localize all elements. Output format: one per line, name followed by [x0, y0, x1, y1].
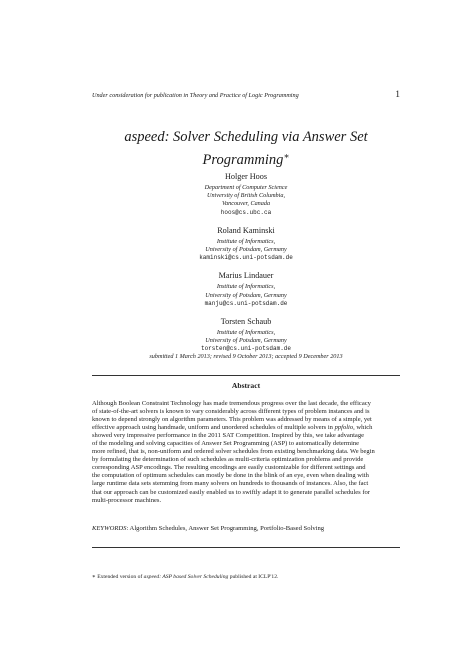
abstract-line: more refined, that is, non-uniform and ordered solver schedules from existing benchmarking data. We begin: [92, 448, 375, 456]
author-email[interactable]: torsten@cs.uni-potsdam.de: [200, 345, 291, 353]
title-line-1: aspeed: Solver Scheduling via Answer Set: [124, 129, 368, 145]
keywords-text: : Algorithm Schedules, Answer Set Programming, Portfolio-Based Solving: [126, 525, 325, 532]
abstract-line: showed very impressive performance in the 2011 SAT Competition. Inspired by this, we take advantage: [92, 432, 364, 440]
abstract-top-rule: [92, 375, 400, 376]
author-email[interactable]: manju@cs.uni-potsdam.de: [204, 299, 288, 307]
footnote-cited-title: aspeed: ASP based Solver Scheduling: [143, 574, 229, 580]
abstract-line: of state-of-the-art solvers is known to vary considerably across different types of problem instances and is: [92, 408, 370, 416]
author-name: Torsten Schaub: [220, 317, 272, 327]
author-block: [92, 316, 400, 354]
running-header: [92, 92, 400, 104]
ppfolio-term: ppfolio: [334, 424, 354, 432]
footnote-suffix: published at ICLP'12.: [228, 574, 279, 580]
abstract-line: large runtime data sets stemming from many solvers on hundreds to thousands of instances. Also, the fact: [92, 480, 369, 488]
abstract-line: effective approach using handmade, uniform and unordered schedules of multiple solvers in ppfolio, which: [92, 424, 373, 432]
author-affiliation-line: Department of Computer Science: [204, 184, 288, 191]
author-affiliation-line: University of British Columbia,: [206, 192, 286, 200]
footnote-prefix: Extended version of: [95, 574, 144, 580]
author-affiliation-line: University of Potsdam, Germany: [205, 337, 287, 345]
author-name: Holger Hoos: [224, 172, 268, 181]
title-footnote-mark: ∗: [283, 151, 290, 161]
author-affiliation-line: University of Potsdam, Germany: [205, 246, 287, 254]
author-list: [92, 171, 400, 362]
abstract-heading: Abstract: [231, 381, 261, 390]
submission-dates: submitted 1 March 2013; revised 9 October 2013; accepted 9 December 2013: [149, 353, 343, 360]
author-affiliation-line: Institute of Informatics,: [216, 283, 276, 291]
paper-title: [92, 128, 400, 170]
abstract-line: multi-processor machines.: [92, 496, 162, 504]
keywords-label: KEYWORDS: [92, 525, 127, 532]
title-footnote: [92, 574, 400, 580]
author-block: [92, 225, 400, 263]
page-number: 1: [395, 90, 400, 100]
author-block: [92, 171, 400, 217]
abstract-line: that our approach can be customized easily enabled us to swiftly adapt it to generate parallel schedules for: [92, 488, 370, 496]
abstract-text: [92, 400, 400, 505]
footnote-mark: ∗: [92, 574, 96, 580]
abstract-line: by formulating the determination of such schedules as multi-criteria optimization problems and provide: [92, 456, 364, 464]
abstract-line: corresponding ASP encodings. The resulting encodings are easily customizable for different settings and: [92, 464, 366, 472]
author-affiliation-line: University of Potsdam, Germany: [205, 291, 287, 299]
abstract-line: Although Boolean Constraint Technology has made tremendous progress over the last decade, the efficacy: [92, 400, 371, 407]
author-affiliation-line: Vancouver, Canada: [221, 200, 271, 208]
keywords: [92, 525, 400, 532]
journal-name: Under consideration for publication in Theory and Practice of Logic Programming: [92, 92, 299, 99]
abstract-line: known to depend strongly on algorithm parameters. This problem was addressed by means of a simple, yet: [92, 416, 372, 424]
author-affiliation-line: Institute of Informatics,: [216, 237, 276, 245]
author-name: Roland Kaminski: [217, 225, 275, 235]
author-name: Marius Lindauer: [218, 271, 274, 281]
author-email[interactable]: kaminski@cs.uni-potsdam.de: [199, 254, 293, 262]
author-email[interactable]: hoos@cs.ubc.ca: [220, 208, 272, 216]
abstract-bottom-rule: [92, 547, 400, 548]
title-line-2: Programming∗: [202, 151, 290, 168]
author-affiliation-line: Institute of Informatics,: [216, 329, 276, 337]
abstract-line: of the modeling and solving capacities of Answer Set Programming (ASP) to automatically determine: [92, 440, 360, 448]
abstract-line: the computation of optimum schedules can mostly be done in the blink of an eye, even when dealing with: [92, 472, 369, 480]
author-block: [92, 270, 400, 308]
